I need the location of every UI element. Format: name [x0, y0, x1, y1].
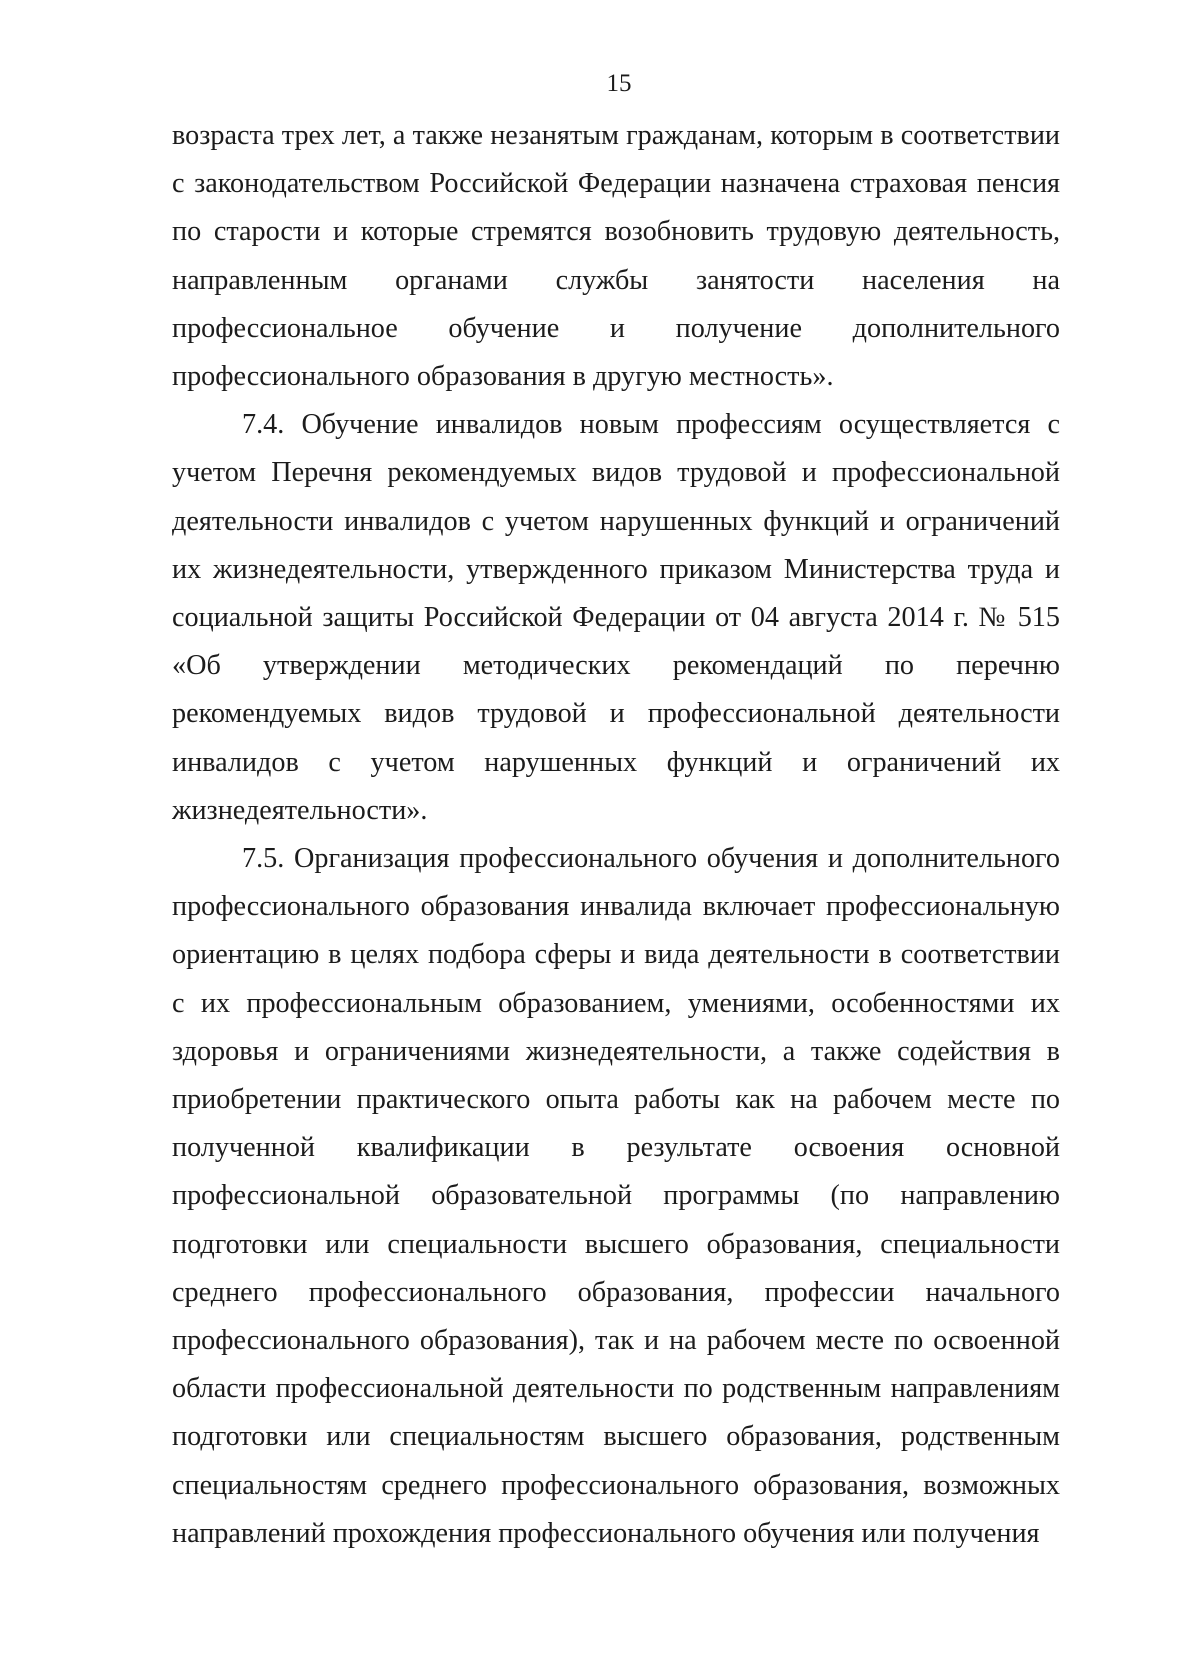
- paragraph-7-4: 7.4. Обучение инвалидов новым профессиям осуществляется с учетом Перечня рекомендуемых видов трудовой и профессиональной деятельности инвалидов с учетом нарушенных функций и ограничений их жизнедеятельности, утвержденного приказом Министерства труда и социальной защиты Российской Федерации от 04 августа 2014 г. № 515 «Об утверждении методических рекомендаций по перечню рекомендуемых видов трудовой и профессиональной деятельности инвалидов с учетом нарушенных функций и ограничений их жизнедеятельности».: [172, 409, 1060, 826]
- document-body: [172, 112, 1060, 1558]
- paragraph-continuation: возраста трех лет, а также незанятым гражданам, которым в соответствии с законодательством Российской Федерации назначена страховая пенсия по старости и которые стремятся возобновить трудовую деятельность, направленным органами службы занятости населения на профессиональное обучение и получение дополнительного профессионального образования в другую местность».: [172, 120, 1060, 393]
- page-number: 15: [606, 70, 632, 97]
- paragraph-7-5: 7.5. Организация профессионального обучения и дополнительного профессионального образования инвалида включает профессиональную ориентацию в целях подбора сферы и вида деятельности в соответствии с их профессиональным образованием, умениями, особенностями их здоровья и ограничениями жизнедеятельности, а также содействия в приобретении практического опыта работы как на рабочем месте по полученной квалификации в результате освоения основной профессиональной образовательной программы (по направлению подготовки или специальности высшего образования, специальности среднего профессионального образования, профессии начального профессионального образования), так и на рабочем месте по освоенной области профессиональной деятельности по родственным направлениям подготовки или специальностям высшего образования, родственным специальностям среднего профессионального образования, возможных направлений прохождения профессионального обучения или получения: [172, 843, 1060, 1549]
